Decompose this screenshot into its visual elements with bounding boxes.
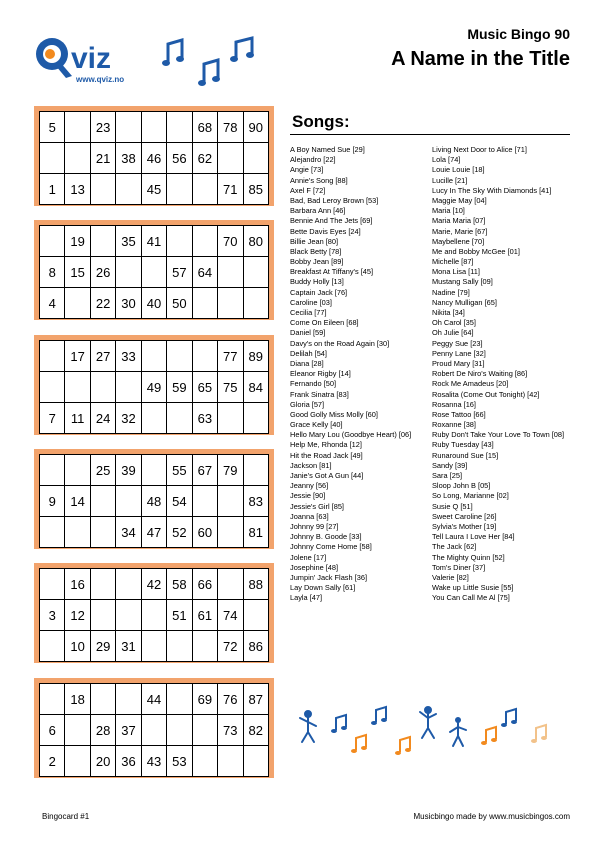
- card-cell: 4: [40, 288, 65, 319]
- song-item: Hello Mary Lou (Goodbye Heart) [06]: [290, 430, 412, 440]
- song-item: Bennie And The Jets [69]: [290, 216, 373, 226]
- song-item: Tell Laura I Love Her [84]: [432, 532, 515, 542]
- card-cell: 64: [192, 257, 217, 288]
- song-item: Janie's Got A Gun [44]: [290, 471, 364, 480]
- song-item: Marie, Marie [67]: [432, 226, 488, 236]
- card-cell: [40, 143, 65, 174]
- song-item: Penny Lane [32]: [432, 348, 486, 358]
- song-item: Diana [28]: [290, 358, 324, 368]
- card-cell: 37: [116, 715, 141, 746]
- card-cell: 3: [40, 600, 65, 631]
- card-cell: [40, 684, 65, 715]
- card-cell: [243, 288, 269, 319]
- song-item: Maggie May [04]: [432, 195, 487, 205]
- song-item: Daniel [59]: [290, 328, 326, 338]
- card-cell: 86: [243, 631, 269, 662]
- song-item: Axel F [72]: [290, 185, 326, 195]
- card-cell: [218, 143, 243, 174]
- song-item: Louie Louie [18]: [432, 165, 485, 175]
- song-item: Me and Bobby McGee [01]: [432, 246, 520, 256]
- card-cell: [192, 631, 217, 662]
- song-item: Buddy Holly [13]: [290, 277, 344, 287]
- card-cell: [90, 174, 115, 205]
- card-cell: 10: [65, 631, 90, 662]
- card-cell: 5: [40, 112, 65, 143]
- song-item: Oh Julie [64]: [432, 328, 474, 338]
- card-cell: [192, 486, 217, 517]
- card-cell: [218, 403, 243, 434]
- song-item: Help Me, Rhonda [12]: [290, 440, 362, 450]
- song-item: Good Golly Miss Molly [60]: [290, 409, 378, 419]
- card-cell: 23: [90, 112, 115, 143]
- card-cell: 29: [90, 631, 115, 662]
- song-item: You Can Call Me Al [75]: [432, 593, 510, 603]
- songs-heading: Songs:: [292, 112, 350, 131]
- song-item: Jumpin' Jack Flash [36]: [290, 572, 367, 582]
- song-item: Rock Me Amadeus [20]: [432, 379, 509, 389]
- card-cell: 36: [116, 746, 141, 777]
- card-cell: [167, 226, 192, 257]
- card-cell: [116, 174, 141, 205]
- bingo-card-4: [34, 449, 274, 549]
- song-item: Captain Jack [76]: [290, 287, 348, 297]
- card-cell: 39: [116, 455, 141, 486]
- card-cell: 73: [218, 715, 243, 746]
- card-cell: 33: [116, 341, 141, 372]
- song-item: Alejandro [22]: [290, 155, 336, 165]
- card-cell: 49: [141, 372, 166, 403]
- card-cell: [141, 403, 166, 434]
- card-cell: [141, 631, 166, 662]
- song-item: Billie Jean [80]: [290, 236, 339, 246]
- card-cell: 76: [218, 684, 243, 715]
- card-cell: 42: [141, 569, 166, 600]
- song-item: Joanna [63]: [290, 511, 329, 521]
- card-cell: 30: [116, 288, 141, 319]
- card-cell: [141, 112, 166, 143]
- card-cell: [40, 569, 65, 600]
- card-cell: [116, 600, 141, 631]
- card-cell: [243, 600, 269, 631]
- song-item: Barbara Ann [46]: [290, 206, 346, 216]
- song-item: Josephine [48]: [290, 562, 339, 572]
- song-item: Oh Carol [35]: [432, 318, 476, 328]
- card-cell: 12: [65, 600, 90, 631]
- song-item: Lay Down Sally [61]: [290, 583, 356, 593]
- card-cell: 69: [192, 684, 217, 715]
- card-cell: [90, 486, 115, 517]
- card-cell: 67: [192, 455, 217, 486]
- song-item: Wake up Little Susie [55]: [432, 583, 514, 593]
- card-cell: 59: [167, 372, 192, 403]
- card-cell: 9: [40, 486, 65, 517]
- card-cell: 52: [167, 517, 192, 548]
- song-item: Come On Eileen [68]: [290, 318, 359, 328]
- card-cell: 66: [192, 569, 217, 600]
- qviz-logo: [34, 30, 144, 90]
- song-item: Jessie [90]: [290, 491, 326, 501]
- card-cell: 25: [90, 455, 115, 486]
- song-item: Gloria [57]: [290, 399, 325, 409]
- card-cell: 18: [65, 684, 90, 715]
- card-cell: [167, 174, 192, 205]
- card-cell: [192, 746, 217, 777]
- card-cell: [167, 715, 192, 746]
- card-cell: [218, 257, 243, 288]
- card-cell: 68: [192, 112, 217, 143]
- song-item: Jessie's Girl [85]: [290, 501, 344, 511]
- logo-url: www.qviz.no: [76, 75, 125, 84]
- card-cell: [192, 341, 217, 372]
- card-cell: 56: [167, 143, 192, 174]
- card-cell: [116, 112, 141, 143]
- song-item: Ruby Tuesday [43]: [432, 440, 494, 450]
- card-cell: 19: [65, 226, 90, 257]
- card-cell: 77: [218, 341, 243, 372]
- song-item: Sweet Caroline [26]: [432, 511, 497, 521]
- song-item: Nancy Mulligan [65]: [432, 297, 497, 307]
- card-cell: 2: [40, 746, 65, 777]
- credits: Musicbingo made by www.musicbingos.com: [413, 812, 570, 821]
- song-item: Jolene [17]: [290, 552, 327, 562]
- song-item: Grace Kelly [40]: [290, 420, 343, 430]
- card-cell: 34: [116, 517, 141, 548]
- bingo-card-1: [34, 106, 274, 206]
- card-cell: 24: [90, 403, 115, 434]
- song-item: Rose Tattoo [66]: [432, 409, 486, 419]
- song-item: Layla [47]: [290, 593, 323, 603]
- song-item: Johnny Come Home [58]: [290, 542, 372, 552]
- song-item: Jeanny [56]: [290, 481, 329, 491]
- song-item: Lucille [21]: [432, 175, 468, 185]
- card-cell: 26: [90, 257, 115, 288]
- song-item: Roxanne [38]: [432, 420, 476, 430]
- card-cell: [218, 569, 243, 600]
- card-cell: 81: [243, 517, 269, 548]
- song-item: Lola [74]: [432, 155, 461, 165]
- card-cell: [218, 288, 243, 319]
- song-item: Bette Davis Eyes [24]: [290, 226, 361, 236]
- card-cell: [90, 600, 115, 631]
- page-title: A Name in the Title: [391, 48, 570, 70]
- song-item: Rosanna [16]: [432, 399, 476, 409]
- card-cell: [90, 226, 115, 257]
- song-item: Delilah [54]: [290, 348, 327, 358]
- bingocard-number: Bingocard #1: [42, 812, 90, 821]
- card-cell: [141, 600, 166, 631]
- song-item: Johnny 99 [27]: [290, 521, 339, 531]
- card-cell: 84: [243, 372, 269, 403]
- card-cell: 62: [192, 143, 217, 174]
- card-cell: 32: [116, 403, 141, 434]
- song-item: Caroline [03]: [290, 297, 332, 307]
- card-cell: [116, 684, 141, 715]
- card-cell: 63: [192, 403, 217, 434]
- bingo-card-3: [34, 335, 274, 435]
- card-cell: [40, 455, 65, 486]
- card-cell: [141, 341, 166, 372]
- card-cell: [167, 403, 192, 434]
- card-cell: 90: [243, 112, 269, 143]
- card-cell: [167, 684, 192, 715]
- bingo-card-2: [34, 220, 274, 320]
- card-cell: [167, 112, 192, 143]
- card-cell: [167, 341, 192, 372]
- song-item: Hit the Road Jack [49]: [290, 450, 363, 460]
- card-cell: [65, 455, 90, 486]
- song-item: Ruby Don't Take Your Love To Town [08]: [432, 430, 565, 440]
- card-cell: [90, 517, 115, 548]
- card-cell: [141, 715, 166, 746]
- song-item: Valerie [82]: [432, 572, 469, 582]
- song-item: Robert De Niro's Waiting [86]: [432, 369, 528, 379]
- song-item: Bobby Jean [89]: [290, 257, 344, 267]
- card-cell: 50: [167, 288, 192, 319]
- song-item: Peggy Sue [23]: [432, 338, 483, 348]
- card-cell: 58: [167, 569, 192, 600]
- card-cell: [218, 517, 243, 548]
- song-item: Sloop John B [05]: [432, 481, 491, 491]
- card-cell: 80: [243, 226, 269, 257]
- card-cell: 7: [40, 403, 65, 434]
- card-cell: [192, 715, 217, 746]
- card-cell: 21: [90, 143, 115, 174]
- card-cell: [141, 455, 166, 486]
- song-item: Johnny B. Goode [33]: [290, 532, 362, 542]
- card-cell: [116, 569, 141, 600]
- song-item: Rosalita (Come Out Tonight) [42]: [432, 389, 540, 399]
- card-cell: 83: [243, 486, 269, 517]
- song-item: Nadine [79]: [432, 287, 470, 297]
- card-cell: 89: [243, 341, 269, 372]
- card-cell: 45: [141, 174, 166, 205]
- card-cell: [40, 517, 65, 548]
- card-cell: [90, 569, 115, 600]
- card-cell: [116, 257, 141, 288]
- card-cell: 16: [65, 569, 90, 600]
- song-item: Sylvia's Mother [19]: [432, 521, 497, 531]
- card-cell: 55: [167, 455, 192, 486]
- game-subtitle: Music Bingo 90: [467, 26, 570, 42]
- card-cell: 70: [218, 226, 243, 257]
- card-cell: 85: [243, 174, 269, 205]
- song-item: Lucy In The Sky With Diamonds [41]: [432, 185, 552, 195]
- card-cell: [65, 517, 90, 548]
- card-cell: [243, 455, 269, 486]
- song-item: Eleanor Rigby [14]: [290, 369, 351, 379]
- song-item: Proud Mary [31]: [432, 358, 485, 368]
- card-cell: 28: [90, 715, 115, 746]
- svg-text:viz: viz: [71, 42, 112, 75]
- card-cell: 82: [243, 715, 269, 746]
- song-item: Davy's on the Road Again [30]: [290, 338, 390, 348]
- card-cell: [40, 226, 65, 257]
- song-item: The Jack [62]: [432, 542, 477, 552]
- card-cell: [65, 143, 90, 174]
- card-cell: [65, 112, 90, 143]
- card-cell: [65, 372, 90, 403]
- card-cell: 88: [243, 569, 269, 600]
- card-cell: 61: [192, 600, 217, 631]
- card-cell: 8: [40, 257, 65, 288]
- card-cell: 13: [65, 174, 90, 205]
- card-cell: [192, 174, 217, 205]
- card-cell: 74: [218, 600, 243, 631]
- card-cell: [192, 288, 217, 319]
- card-cell: 17: [65, 341, 90, 372]
- song-item: Mona Lisa [11]: [432, 267, 480, 277]
- song-item: Frank Sinatra [83]: [290, 389, 349, 399]
- bingo-card-5: [34, 563, 274, 663]
- card-cell: 53: [167, 746, 192, 777]
- song-item: Bad, Bad Leroy Brown [53]: [290, 195, 379, 205]
- card-cell: [65, 715, 90, 746]
- card-cell: [243, 403, 269, 434]
- song-item: Michelle [87]: [432, 257, 474, 267]
- card-cell: 31: [116, 631, 141, 662]
- song-item: So Long, Marianne [02]: [432, 491, 509, 501]
- card-cell: [40, 631, 65, 662]
- song-item: Fernando [50]: [290, 379, 337, 389]
- song-item: Nikita [34]: [432, 308, 465, 317]
- song-item: Sandy [39]: [432, 460, 468, 470]
- card-cell: [65, 288, 90, 319]
- music-notes-icon: [160, 36, 270, 96]
- song-item: Tom's Diner [37]: [432, 562, 486, 572]
- card-cell: 57: [167, 257, 192, 288]
- card-cell: 6: [40, 715, 65, 746]
- card-cell: 60: [192, 517, 217, 548]
- song-item: Maria [10]: [432, 206, 465, 216]
- song-item: Sara [25]: [432, 471, 462, 480]
- card-cell: 44: [141, 684, 166, 715]
- dancing-notes-icon: [296, 700, 556, 770]
- songs-divider: [290, 134, 570, 135]
- card-cell: [116, 486, 141, 517]
- card-cell: 47: [141, 517, 166, 548]
- card-cell: [141, 257, 166, 288]
- card-cell: 14: [65, 486, 90, 517]
- card-cell: 41: [141, 226, 166, 257]
- card-cell: [243, 143, 269, 174]
- song-item: Cecilia [77]: [290, 308, 327, 317]
- card-cell: 54: [167, 486, 192, 517]
- song-item: Living Next Door to Alice [71]: [432, 145, 527, 154]
- card-cell: [218, 746, 243, 777]
- song-item: Mustang Sally [09]: [432, 277, 493, 287]
- card-cell: 27: [90, 341, 115, 372]
- card-cell: 1: [40, 174, 65, 205]
- card-cell: [243, 257, 269, 288]
- card-cell: [40, 372, 65, 403]
- card-cell: 71: [218, 174, 243, 205]
- song-item: Breakfast At Tiffany's [45]: [290, 267, 374, 277]
- song-item: Black Betty [78]: [290, 246, 342, 256]
- songs-column-2: [432, 145, 564, 603]
- card-cell: [192, 226, 217, 257]
- card-cell: 40: [141, 288, 166, 319]
- song-item: Maybellene [70]: [432, 236, 485, 246]
- song-item: Runaround Sue [15]: [432, 450, 499, 460]
- song-item: Angie [73]: [290, 165, 324, 175]
- card-cell: 51: [167, 600, 192, 631]
- card-cell: [90, 684, 115, 715]
- song-item: The Mighty Quinn [52]: [432, 552, 505, 562]
- card-cell: 15: [65, 257, 90, 288]
- card-cell: 65: [192, 372, 217, 403]
- song-item: A Boy Named Sue [29]: [290, 145, 365, 154]
- card-cell: 35: [116, 226, 141, 257]
- songs-column-1: [290, 145, 411, 603]
- card-cell: 78: [218, 112, 243, 143]
- card-cell: 72: [218, 631, 243, 662]
- card-cell: [167, 631, 192, 662]
- card-cell: [243, 746, 269, 777]
- card-cell: 75: [218, 372, 243, 403]
- card-cell: 11: [65, 403, 90, 434]
- card-cell: 87: [243, 684, 269, 715]
- card-cell: [218, 486, 243, 517]
- card-cell: 79: [218, 455, 243, 486]
- song-item: Jackson [81]: [290, 460, 332, 470]
- card-cell: 22: [90, 288, 115, 319]
- card-cell: [40, 341, 65, 372]
- song-item: Maria Maria [07]: [432, 216, 486, 226]
- card-cell: 48: [141, 486, 166, 517]
- song-item: Annie's Song [88]: [290, 175, 348, 185]
- song-item: Susie Q [51]: [432, 501, 473, 511]
- card-cell: [116, 372, 141, 403]
- card-cell: [65, 746, 90, 777]
- card-cell: [90, 372, 115, 403]
- card-cell: 38: [116, 143, 141, 174]
- card-cell: 43: [141, 746, 166, 777]
- card-cell: 20: [90, 746, 115, 777]
- card-cell: 46: [141, 143, 166, 174]
- bingo-card-6: [34, 678, 274, 778]
